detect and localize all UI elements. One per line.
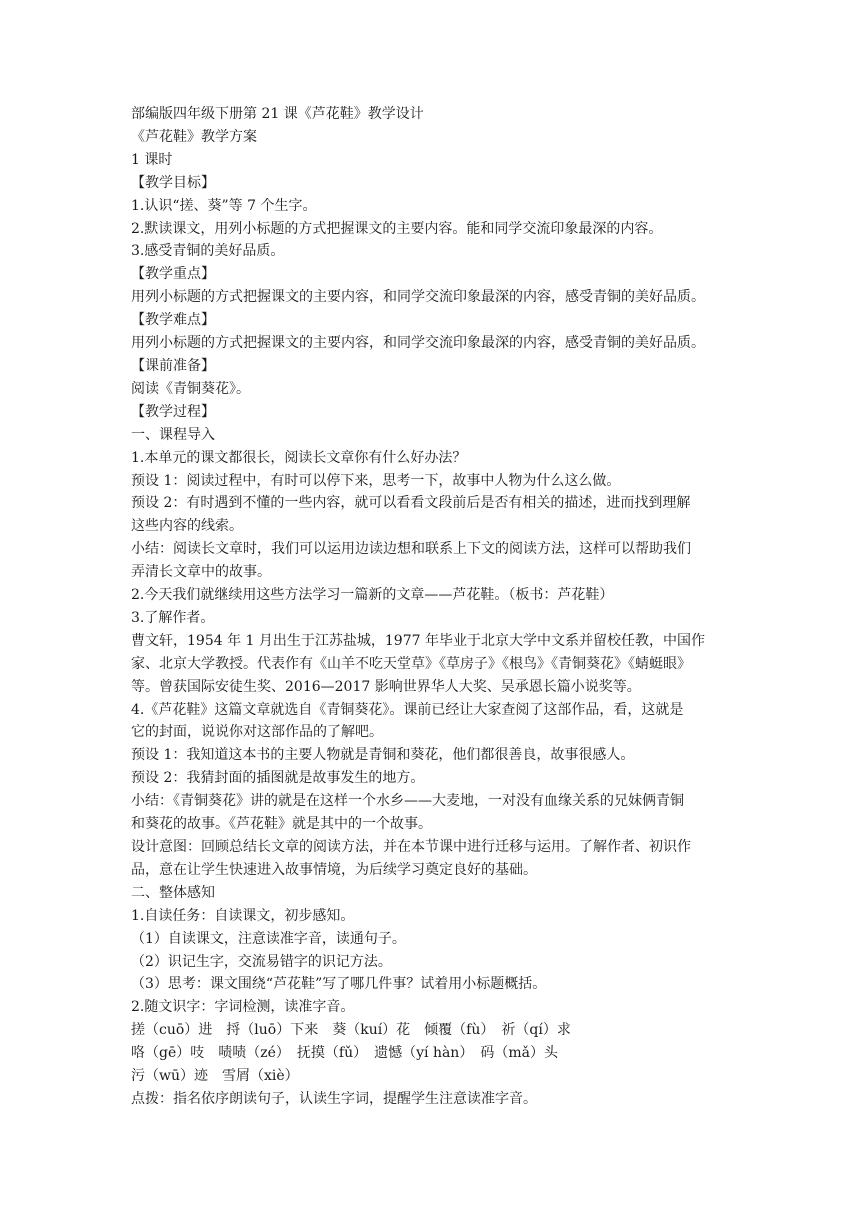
text-line: 这些内容的线索。 bbox=[131, 518, 243, 535]
text-line: 品，意在让学生快速进入故事情境，为后续学习奠定良好的基础。 bbox=[131, 861, 537, 878]
text-line: 1.自读任务：自读课文，初步感知。 bbox=[131, 907, 355, 924]
text-line: 【教学重点】 bbox=[131, 266, 215, 283]
text-line: 《芦花鞋》教学方案 bbox=[131, 128, 257, 145]
text-line: 2.今天我们就继续用这些方法学习一篇新的文章——芦花鞋。（板书：芦花鞋） bbox=[131, 587, 614, 604]
text-line: 预设 1：阅读过程中，有时可以停下来，思考一下，故事中人物为什么这么做。 bbox=[131, 472, 621, 489]
text-line: 1 课时 bbox=[131, 151, 173, 168]
text-line: 小结：阅读长文章时，我们可以运用边读边想和联系上下文的阅读方法，这样可以帮助我们 bbox=[131, 541, 691, 558]
text-line: 一、课程导入 bbox=[131, 426, 215, 443]
text-line: 2.默读课文，用列小标题的方式把握课文的主要内容。能和同学交流印象最深的内容。 bbox=[131, 220, 663, 237]
text-line: 2.随文识字：字词检测，读准字音。 bbox=[131, 999, 355, 1016]
text-line: 4.《芦花鞋》这篇文章就选自《青铜葵花》。课前已经让大家查阅了这部作品，看，这就是 bbox=[131, 701, 684, 718]
text-line: （2）识记生字，交流易错字的识记方法。 bbox=[131, 953, 392, 970]
text-line: 二、整体感知 bbox=[131, 884, 215, 901]
text-line: 1.认识“搓、葵”等 7 个生字。 bbox=[131, 197, 317, 214]
text-line: 和葵花的故事。《芦花鞋》就是其中的一个故事。 bbox=[131, 816, 432, 833]
text-line: 预设 1：我知道这本书的主要人物就是青铜和葵花，他们都很善良，故事很感人。 bbox=[131, 747, 635, 764]
text-line: 预设 2：我猜封面的插图就是故事发生的地方。 bbox=[131, 770, 425, 787]
text-line: 【教学难点】 bbox=[131, 312, 215, 329]
text-line: 设计意图：回顾总结长文章的阅读方法，并在本节课中进行迁移与运用。了解作者、初识作 bbox=[131, 839, 691, 855]
text-line: 部编版四年级下册第 21 课《芦花鞋》教学设计 bbox=[131, 106, 424, 122]
text-line: 等。曾获国际安徒生奖、2016—2017 影响世界华人大奖、吴承恩长篇小说奖等。 bbox=[131, 678, 641, 695]
text-line: 阅读《青铜葵花》。 bbox=[131, 380, 250, 397]
text-line: 咯（gē）吱 啧啧（zé） 抚摸（fǔ） 遗憾（yí hàn） 码（mǎ）头 bbox=[131, 1045, 558, 1062]
text-line: 3.感受青铜的美好品质。 bbox=[131, 243, 285, 260]
text-line: 搓（cuō）进 捋（luō）下来 葵（kuí）花 倾覆（fù） 祈（qí）求 bbox=[131, 1022, 571, 1039]
text-line: 预设 2：有时遇到不懂的一些内容，就可以看看文段前后是否有相关的描述，进而找到理解 bbox=[131, 495, 691, 512]
text-line: 【教学目标】 bbox=[131, 174, 215, 191]
document-page bbox=[131, 103, 741, 1111]
text-line: （1）自读课文，注意读准字音，读通句子。 bbox=[131, 930, 406, 947]
text-line: 用列小标题的方式把握课文的主要内容，和同学交流印象最深的内容，感受青铜的美好品质。 bbox=[131, 289, 705, 306]
text-line: 点拨：指名依序朗读句子，认读生字词，提醒学生注意读准字音。 bbox=[131, 1090, 537, 1107]
text-line: 【课前准备】 bbox=[131, 357, 215, 374]
text-line: 用列小标题的方式把握课文的主要内容，和同学交流印象最深的内容，感受青铜的美好品质。 bbox=[131, 335, 705, 352]
text-line: 家、北京大学教授。代表作有《山羊不吃天堂草》《草房子》《根鸟》《青铜葵花》《蜻蜓眼》 bbox=[131, 655, 691, 672]
text-line: 曹文轩，1954 年 1 月出生于江苏盐城，1977 年毕业于北京大学中文系并留校任教，中国作 bbox=[131, 632, 705, 649]
text-line: 污（wū）迹 雪屑（xiè） bbox=[131, 1068, 299, 1085]
text-line: 它的封面，说说你对这部作品的了解吧。 bbox=[131, 724, 383, 741]
text-line: 1.本单元的课文都很长，阅读长文章你有什么好办法？ bbox=[131, 449, 467, 466]
text-line: 弄清长文章中的故事。 bbox=[131, 564, 271, 581]
text-line: 3.了解作者。 bbox=[131, 609, 215, 626]
text-line: 小结：《青铜葵花》讲的就是在这样一个水乡——大麦地，一对没有血缘关系的兄妹俩青铜 bbox=[131, 793, 684, 810]
text-line: （3）思考：课文围绕“芦花鞋”写了哪几件事？试着用小标题概括。 bbox=[131, 976, 547, 993]
text-line: 【教学过程】 bbox=[131, 403, 215, 420]
